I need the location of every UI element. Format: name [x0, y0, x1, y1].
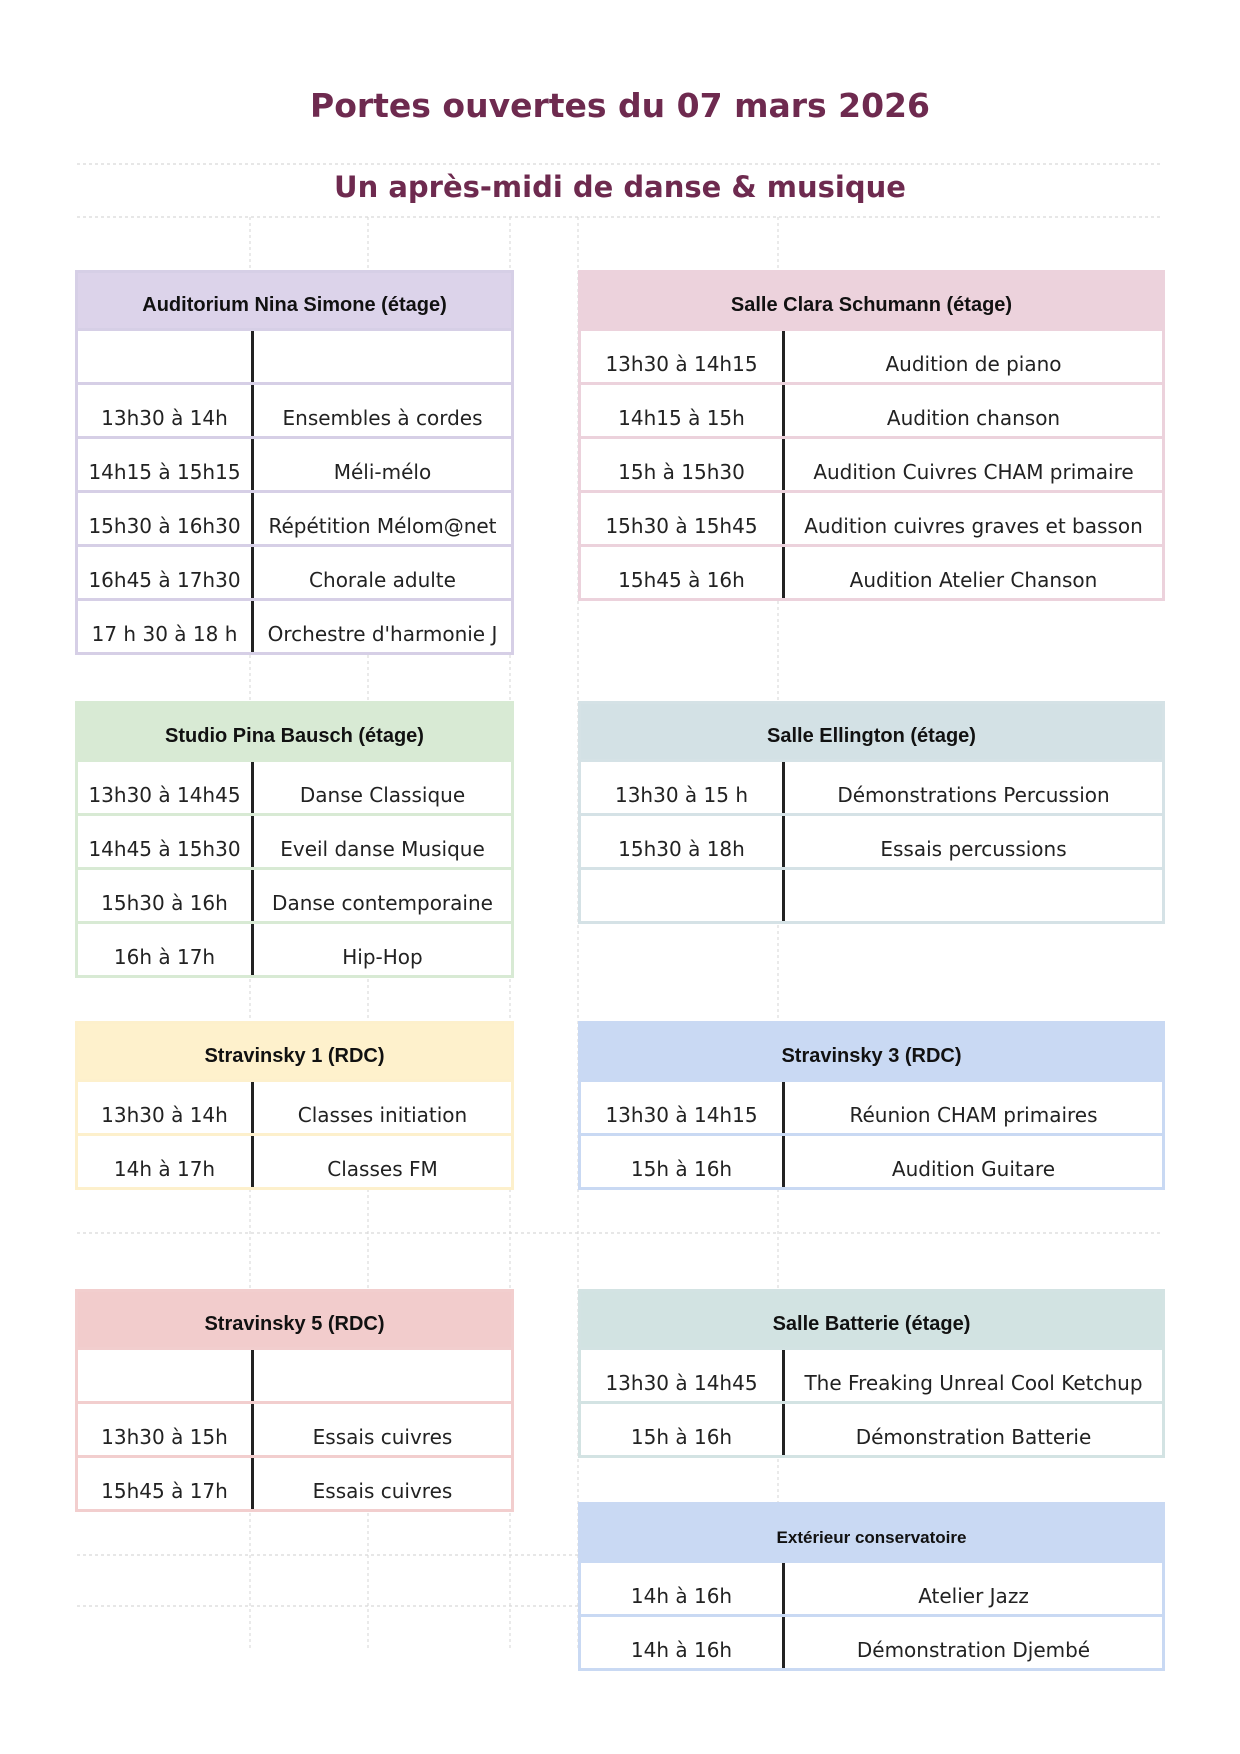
room-exterieur — [578, 1502, 1165, 1671]
schedule-row — [581, 1560, 1162, 1614]
schedule-row — [581, 813, 1162, 867]
room-header: Extérieur conservatoire — [581, 1505, 1162, 1560]
room-nina-simone — [75, 270, 514, 655]
time-cell: 15h à 15h30 — [581, 439, 785, 490]
schedule-row — [78, 867, 511, 921]
schedule-row — [78, 1133, 511, 1187]
activity-cell: Démonstration Batterie — [855, 1425, 1092, 1449]
time-cell: 13h30 à 14h — [78, 385, 254, 436]
room-stravinsky-3 — [578, 1021, 1165, 1190]
activity-cell: Ensembles à cordes — [282, 406, 483, 430]
time-cell: 15h45 à 16h — [581, 547, 785, 598]
activity-cell — [254, 331, 511, 382]
time-cell: 13h30 à 14h45 — [581, 1350, 785, 1401]
schedule-row — [581, 1614, 1162, 1668]
room-header: Auditorium Nina Simone (étage) — [78, 273, 511, 328]
room-stravinsky-1 — [75, 1021, 514, 1190]
activity-cell: Audition Cuivres CHAM primaire — [813, 460, 1134, 484]
schedule-row — [581, 1079, 1162, 1133]
activity-cell — [254, 1350, 511, 1401]
activity-cell: Démonstrations Percussion — [837, 783, 1110, 807]
room-ellington — [578, 701, 1165, 924]
schedule-row — [581, 1401, 1162, 1455]
activity-cell: Réunion CHAM primaires — [849, 1103, 1098, 1127]
activity-cell: Démonstration Djembé — [856, 1638, 1091, 1662]
activity-cell: Audition Atelier Chanson — [849, 568, 1098, 592]
time-cell — [78, 331, 254, 382]
room-header: Stravinsky 5 (RDC) — [78, 1292, 511, 1347]
time-cell: 15h à 16h — [581, 1136, 785, 1187]
room-header: Stravinsky 3 (RDC) — [581, 1024, 1162, 1079]
schedule-row — [78, 436, 511, 490]
activity-cell — [785, 870, 1162, 921]
time-cell: 13h30 à 14h — [78, 1082, 254, 1133]
schedule-row — [78, 1347, 511, 1401]
activity-cell: Audition cuivres graves et basson — [804, 514, 1143, 538]
time-cell: 15h30 à 16h30 — [78, 493, 254, 544]
time-cell: 15h45 à 17h — [78, 1458, 254, 1509]
activity-cell: Essais cuivres — [312, 1479, 453, 1503]
activity-cell: Répétition Mélom@net — [268, 514, 497, 538]
schedule-row — [78, 328, 511, 382]
schedule-row — [78, 1401, 511, 1455]
activity-cell: Audition de piano — [885, 352, 1062, 376]
schedule-row — [581, 490, 1162, 544]
time-cell: 15h30 à 15h45 — [581, 493, 785, 544]
time-cell: 16h à 17h — [78, 924, 254, 975]
time-cell: 15h à 16h — [581, 1404, 785, 1455]
page-title: Portes ouvertes du 07 mars 2026 — [310, 86, 930, 125]
activity-cell: Classes initiation — [297, 1103, 468, 1127]
time-cell: 17 h 30 à 18 h — [78, 601, 254, 652]
schedule-row — [78, 813, 511, 867]
time-cell: 14h15 à 15h — [581, 385, 785, 436]
time-cell: 14h45 à 15h30 — [78, 816, 254, 867]
room-header: Salle Clara Schumann (étage) — [581, 273, 1162, 328]
time-cell: 15h30 à 18h — [581, 816, 785, 867]
time-cell: 13h30 à 14h45 — [78, 762, 254, 813]
activity-cell: Audition chanson — [886, 406, 1061, 430]
time-cell: 15h30 à 16h — [78, 870, 254, 921]
time-cell: 14h à 16h — [581, 1617, 785, 1668]
activity-cell: Méli-mélo — [333, 460, 432, 484]
room-pina-bausch — [75, 701, 514, 978]
activity-cell: Orchestre d'harmonie J — [267, 622, 498, 646]
schedule-row — [581, 1133, 1162, 1187]
activity-cell: Essais percussions — [880, 837, 1067, 861]
room-clara-schumann — [578, 270, 1165, 601]
schedule-row — [78, 1455, 511, 1509]
schedule-row — [78, 598, 511, 652]
activity-cell: Atelier Jazz — [918, 1584, 1029, 1608]
time-cell: 13h30 à 14h15 — [581, 331, 785, 382]
schedule-row — [78, 490, 511, 544]
room-stravinsky-5 — [75, 1289, 514, 1512]
page-subtitle: Un après-midi de danse & musique — [334, 170, 906, 204]
room-batterie — [578, 1289, 1165, 1458]
schedule-row — [581, 328, 1162, 382]
schedule-row — [581, 544, 1162, 598]
time-cell: 14h15 à 15h15 — [78, 439, 254, 490]
time-cell: 13h30 à 14h15 — [581, 1082, 785, 1133]
time-cell: 16h45 à 17h30 — [78, 547, 254, 598]
schedule-row — [78, 544, 511, 598]
activity-cell: Hip-Hop — [342, 945, 423, 969]
time-cell: 14h à 16h — [581, 1563, 785, 1614]
room-header: Salle Ellington (étage) — [581, 704, 1162, 759]
room-header: Stravinsky 1 (RDC) — [78, 1024, 511, 1079]
time-cell: 14h à 17h — [78, 1136, 254, 1187]
room-header: Studio Pina Bausch (étage) — [78, 704, 511, 759]
schedule-row — [78, 382, 511, 436]
time-cell — [581, 870, 785, 921]
activity-cell: Essais cuivres — [312, 1425, 453, 1449]
room-header: Salle Batterie (étage) — [581, 1292, 1162, 1347]
time-cell — [78, 1350, 254, 1401]
schedule-row — [78, 1079, 511, 1133]
time-cell: 13h30 à 15h — [78, 1404, 254, 1455]
schedule-row — [581, 382, 1162, 436]
activity-cell: Danse contemporaine — [272, 891, 493, 915]
activity-cell: Chorale adulte — [309, 568, 456, 592]
schedule-row — [78, 921, 511, 975]
activity-cell: Eveil danse Musique — [280, 837, 485, 861]
schedule-row — [78, 759, 511, 813]
activity-cell: Classes FM — [327, 1157, 438, 1181]
schedule-row — [581, 1347, 1162, 1401]
schedule-row — [581, 436, 1162, 490]
time-cell: 13h30 à 15 h — [581, 762, 785, 813]
activity-cell: Audition Guitare — [891, 1157, 1056, 1181]
schedule-row — [581, 759, 1162, 813]
activity-cell: Danse Classique — [299, 783, 466, 807]
schedule-row — [581, 867, 1162, 921]
activity-cell: The Freaking Unreal Cool Ketchup — [804, 1371, 1143, 1395]
